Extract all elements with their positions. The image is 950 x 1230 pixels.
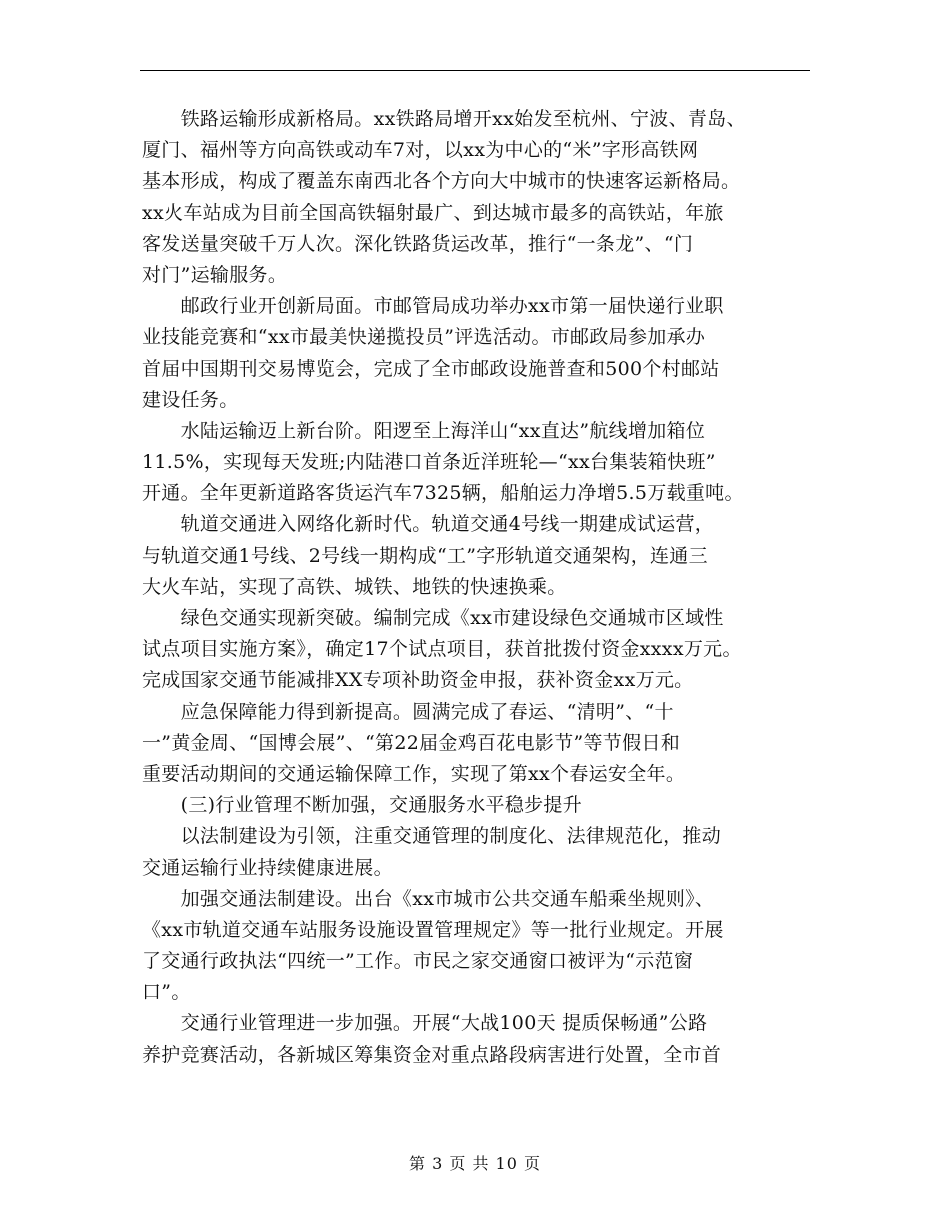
section-heading: (三)行业管理不断加强，交通服务水平稳步提升 — [142, 794, 583, 817]
footer-middle: 页 共 — [449, 1154, 490, 1173]
text-line: 邮政行业开创新局面。市邮管局成功举办xx市第一届快递行业职 — [142, 295, 724, 318]
text-line: 基本形成，构成了覆盖东南西北各个方向大中城市的快速客运新格局。 — [142, 170, 741, 193]
text-line: 建设任务。 — [142, 388, 239, 411]
text-line: xx火车站成为目前全国高铁辐射最广、到达城市最多的高铁站，年旅 — [142, 201, 724, 224]
total-page-count: 10 — [495, 1154, 518, 1173]
text-line: 口”。 — [142, 981, 191, 1004]
text-line: 《xx市轨道交通车站服务设施设置管理规定》等一批行业规定。开展 — [142, 918, 724, 941]
text-line: 客发送量突破千万人次。深化铁路货运改革，推行“一条龙”、“门 — [142, 232, 694, 255]
text-line: 大火车站，实现了高铁、城铁、地铁的快速换乘。 — [142, 575, 567, 598]
text-line: 开通。全年更新道路客货运汽车7325辆，船舶运力净增5.5万载重吨。 — [142, 482, 744, 505]
text-line: 完成国家交通节能减排XX专项补助资金申报，获补资金xx万元。 — [142, 669, 694, 692]
text-line: 一”黄金周、“国博会展”、“第22届金鸡百花电影节”等节假日和 — [142, 731, 681, 754]
current-page-number: 3 — [432, 1154, 444, 1173]
text-line: 交通行业管理进一步加强。开展“大战100天 提质保畅通”公路 — [142, 1012, 708, 1035]
text-line: 业技能竞赛和“xx市最美快递揽投员”评选活动。市邮政局参加承办 — [142, 326, 706, 349]
text-line: 加强交通法制建设。出台《xx市城市公共交通车船乘坐规则》、 — [142, 887, 715, 910]
text-line: 交通运输行业持续健康进展。 — [142, 856, 393, 879]
text-line: 重要活动期间的交通运输保障工作，实现了第xx个春运安全年。 — [142, 762, 686, 785]
footer-prefix: 第 — [408, 1154, 426, 1173]
text-line: 铁路运输形成新格局。xx铁路局增开xx始发至杭州、宁波、青岛、 — [142, 108, 746, 130]
document-body — [142, 104, 832, 1071]
text-line: 轨道交通进入网络化新时代。轨道交通4号线一期建成试运营， — [142, 513, 715, 536]
footer-suffix: 页 — [524, 1154, 542, 1173]
text-line: 绿色交通实现新突破。编制完成《xx市建设绿色交通城市区域性 — [142, 607, 724, 629]
text-line: 应急保障能力得到新提高。圆满完成了春运、“清明”、“十 — [142, 700, 674, 723]
text-line: 了交通行政执法“四统一”工作。市民之家交通窗口被评为“示范窗 — [142, 950, 694, 973]
text-line: 与轨道交通1号线、2号线一期构成“工”字形轨道交通架构，连通三 — [142, 544, 708, 567]
page-footer — [0, 1152, 950, 1176]
text-line: 厦门、福州等方向高铁或动车7对，以xx为中心的“米”字形高铁网 — [142, 139, 699, 162]
text-line: 养护竞赛活动，各新城区筹集资金对重点路段病害进行处置，全市首 — [142, 1043, 722, 1066]
text-line: 11.5%，实现每天发班;内陆港口首条近洋班轮—“xx台集装箱快班” — [142, 451, 716, 474]
text-line: 水陆运输迈上新台阶。阳逻至上海洋山“xx直达”航线增加箱位 — [142, 419, 706, 442]
text-line: 以法制建设为引领，注重交通管理的制度化、法律规范化，推动 — [142, 825, 722, 848]
text-line: 首届中国期刊交易博览会，完成了全市邮政设施普查和500个村邮站 — [142, 357, 720, 380]
text-line: 试点项目实施方案》，确定17个试点项目，获首批拨付资金xxxx万元。 — [142, 638, 742, 661]
header-rule — [140, 70, 810, 71]
text-line: 对门”运输服务。 — [142, 263, 288, 286]
